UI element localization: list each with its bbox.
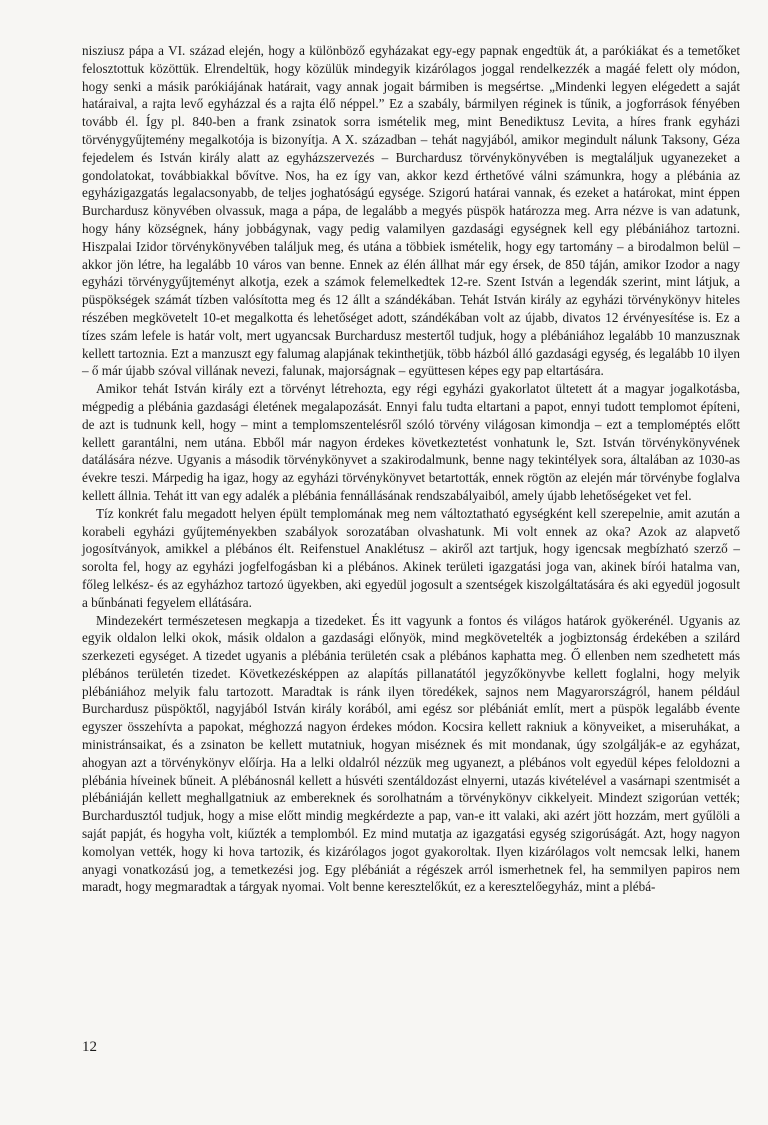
page-number: 12: [82, 1039, 97, 1055]
paragraph: Mindezekért természetesen megkapja a tizedeket. És itt vagyunk a fontos és világos határok gyökerénél. Ugyanis az egyik oldalon lelki okok, másik oldalon a gazdasági előnyök, mind megkövetelték a jogbiztonság érdekében a szilárd szerkezeti egységet. A tizedet ugyanis a plébánia területén csak a plébános kaphatta meg. Ő ellenben nem szedhetett más plébános területén tizedet. Következésképpen az alapítás pillanatától jegyzőkönyvbe kellett foglalni, hogy melyik plébániához melyik falu tartozott. Maradtak is ránk ilyen töredékek, sajnos nem Magyarországról, hanem például Burchardusz püspöktől, nagyjából István király korából, ami egész sor plébániát említ, mert a püspök legalább évente egyszer összehívta a papokat, méghozzá nagyon érdekes módon. Kocsira kellett rakniuk a könyveiket, a miseruhákat, a ministránsaikat, és a zsinaton be kellett mutatniuk, hogyan miséznek és mit mondanak, úgy szolgálják-e az egyházat, ahogyan azt a törvénykönyv előírja. Ha a lelki oldalról nézzük meg ugyanezt, a plébános volt egyedül képes feloldozni a plébánia híveinek bűneit. A plébánosnál kellett a húsvéti szentáldozást elnyerni, utazás kivételével a vasárnapi szentmisét a plébániáján kellett meghallgatniuk az embereknek és sorolhatnám a törvénykönyv cikkelyeit. Mindezt szigorúan vették; Burchardusztól tudjuk, hogy a mise előtt mindig megkérdezte a pap, van-e itt valaki, aki azért jött hozzám, mert gyűlöli a saját papját, és hogyha volt, kiűzték a templomból. Ez mind mutatja az igazgatási egység szigorúságát. Azt, hogy nagyon komolyan vették, hogy ki hova tartozik, és kizárólagos jogot gyakoroltak. Ilyen kizárólagos volt nemcsak lelki, hanem anyagi vonatkozású jog, a temetkezési jog. Egy plébániát a régészek arról ismerhetnek fel, ha semmilyen papiros nem maradt, hogy megmaradtak a tárgyak nyomai. Volt benne keresztelőkút, ez a keresztelőegyház, mint a plébá-: [82, 612, 740, 895]
body-text: [82, 42, 740, 896]
paragraph: nisziusz pápa a VI. század elején, hogy a különböző egyházakat egy-egy papnak engedtük át, a parókiákat és a temetőket felosztottuk közöttük. Elrendeltük, hogy közülük mindegyik kizárólagos joggal rendelkezzék a magáé felett oly módon, hogy senki a másik parókiájának határait, vagy annak jogait bármiben is megsértse. „Mindenki legyen elégedett a saját határaival, a rajta levő egyházzal és a rajta élő néppel.” Ez a szabály, bármilyen réginek is tűnik, a jogforrások fényében tovább él. Így pl. 840-ben a frank zsinatok sorra ismételik meg, mint Benediktusz Levita, a híres frank egyházi törvénygyűjtemény megalkotója is bizonyítja. A X. században – tehát nagyjából, amikor megindult nálunk Taksony, Géza fejedelem és István király alatt az egyházszervezés – Burchardusz törvénykönyvében is megtaláljuk ugyanezeket a gondolatokat, továbbiakkal bővítve. Nos, ha ez így van, akkor kezd érthetővé válni számunkra, hogy a plébánia az egyházigazgatás legalacsonyabb, de teljes joghatóságú egysége. Szigorú határai vannak, és ezeket a határokat, mint éppen Burchardusz könyvében olvassuk, maga a pápa, de legalább a megyés püspök határozza meg. Arra nézve is van adatunk, hogy hány községnek, hány jobbágynak, vagy pedig valamilyen gazdasági egységnek kell egy plébániához tartozni. Hiszpalai Izidor törvénykönyvében találjuk meg, és utána a többiek ismételik, hogy egy tartomány – a birodalmon belül – akkor jön létre, ha legalább 10 város van benne. Ennek az élén állhat már egy érsek, de 850 táján, amikor Izodor a nagy egyházi törvénygyűjteményt alkotja, ezek a számok felemelkedtek 12-re. Szent István a legendák szerint, mint látjuk, a püspökségek számát tízben valósította meg és 12 állt a szándékában. Tehát István király az egyházi törvénykönyv hiteles részében megkövetelt 10-et megalkotta és lehetőséget adott, szándékában volt az újabb, divatos 12 érvényesítése is. Ez a tízes szám lefele is határ volt, mert ugyancsak Burchardusz mestertől tudjuk, hogy a plébániához legalább 10 manzusznak kellett tartoznia. Ezt a manzuszt egy falumag alapjának tekinthetjük, több házból álló gazdasági egység, és legalább 10 ilyen – ő már újabb szóval villának nevezi, falunak, majorságnak – együttesen képes egy pap eltartására.: [82, 43, 740, 379]
paragraph: Tíz konkrét falu megadott helyen épült templomának meg nem változtatható egységként kell szerepelnie, amit azután a korabeli egyházi gyűjteményekben szabályok sorozatában olvashatunk. Mi volt ennek az oka? Azok az alapvető jogosítványok, amikkel a plébános élt. Reifenstuel Anaklétusz – akiről azt tartjuk, hogy igencsak megbízható szerző – sorolta fel, hogy az egyházi jogfelfogásban ki a plébános. Akinek területi igazgatási joga van, akinek bírói hatalma van, főleg lelkész- és az egyházhoz tartozó ügyekben, aki egyedül jogosult a szentségek kiszolgáltatására és aki egyedül jogosult a bűnbánati fegyelem ellátására.: [82, 505, 740, 610]
paragraph: Amikor tehát István király ezt a törvényt létrehozta, egy régi egyházi gyakorlatot ültetett át a magyar jogalkotásba, mégpedig a plébánia gazdasági életének megalapozását. Ennyi falu tudta eltartani a papot, ennyi tudott templomot építeni, de azt is tudnunk kell, hogy – mint a templomszentelésről szóló törvény világosan kimondja – ezt a temploméptés előtt kellett garantálni, nem utána. Ebből már nagyon érdekes következtetést vonhatunk le, Szt. István törvénykönyvének datálására nézve. Ugyanis a második törvénykönyvet a szakirodalmunk, benne nagy tekintélyek sora, általában az 1030-as évekre teszi. Márpedig ha igaz, hogy az egyházi törvénykönyvet betartották, ennek rögtön az elején már törvénybe foglalva kellett állnia. Tehát itt van egy adalék a plébánia fennállásának rendszabályaiból, amely újabb lehetőségeket vet fel.: [82, 381, 740, 503]
